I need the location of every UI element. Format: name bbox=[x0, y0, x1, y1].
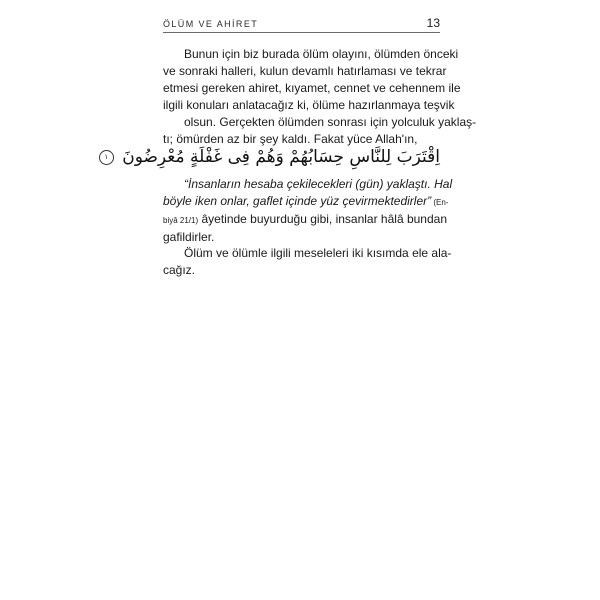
paragraph-intro bbox=[163, 46, 477, 148]
text-line: etmesi gereken ahiret, kıyamet, cennet ve cehennem ile bbox=[163, 81, 461, 95]
text-line: Bunun için biz burada ölüm olayını, ölümden önceki bbox=[184, 47, 459, 61]
text-line: Ölüm ve ölümle ilgili meseleleri iki kısımda ele ala- bbox=[184, 246, 452, 260]
source-reference: (En- bbox=[431, 198, 449, 207]
text-line: olsun. Gerçekten ölümden sonrası için yolculuk yaklaş- bbox=[184, 115, 477, 129]
translation-quote: böyle iken onlar, gaflet içinde yüz çevirmektedirler” bbox=[163, 194, 432, 208]
source-reference: biyâ 21/1) bbox=[163, 216, 199, 225]
translation-line bbox=[163, 193, 449, 211]
text-line: ve sonraki halleri, kulun devamlı hatırlaması ve tekrar bbox=[163, 64, 447, 78]
text-line: gafildirler. bbox=[163, 230, 215, 244]
paragraph-closing bbox=[163, 245, 452, 279]
text-line bbox=[163, 211, 447, 229]
text-line: tı; ömürden az bir şey kaldı. Fakat yüce Allah'ın, bbox=[163, 132, 418, 146]
text-span: âyetinde buyurduğu gibi, insanlar hâlâ bundan bbox=[198, 212, 447, 226]
verse-text: اِقْتَرَبَ لِلنَّاسِ حِسَابُهُمْ وَهُمْ فِى غَفْلَةٍ مُعْرِضُونَ bbox=[122, 147, 440, 167]
header-rule bbox=[163, 32, 440, 33]
text-line: cağız. bbox=[163, 263, 196, 277]
page-number: 13 bbox=[426, 16, 440, 30]
running-title: ÖLÜM VE AHİRET bbox=[163, 19, 259, 29]
quran-verse bbox=[104, 145, 440, 169]
ayah-number-mark: ١ bbox=[99, 150, 114, 165]
text-line: ilgili konuları anlatacağız ki, ölüme hazırlanmaya teşvik bbox=[163, 98, 455, 112]
translation-line: “İnsanların hesaba çekilecekleri (gün) yaklaştı. Hal bbox=[184, 177, 453, 191]
paragraph-translation bbox=[163, 176, 453, 246]
